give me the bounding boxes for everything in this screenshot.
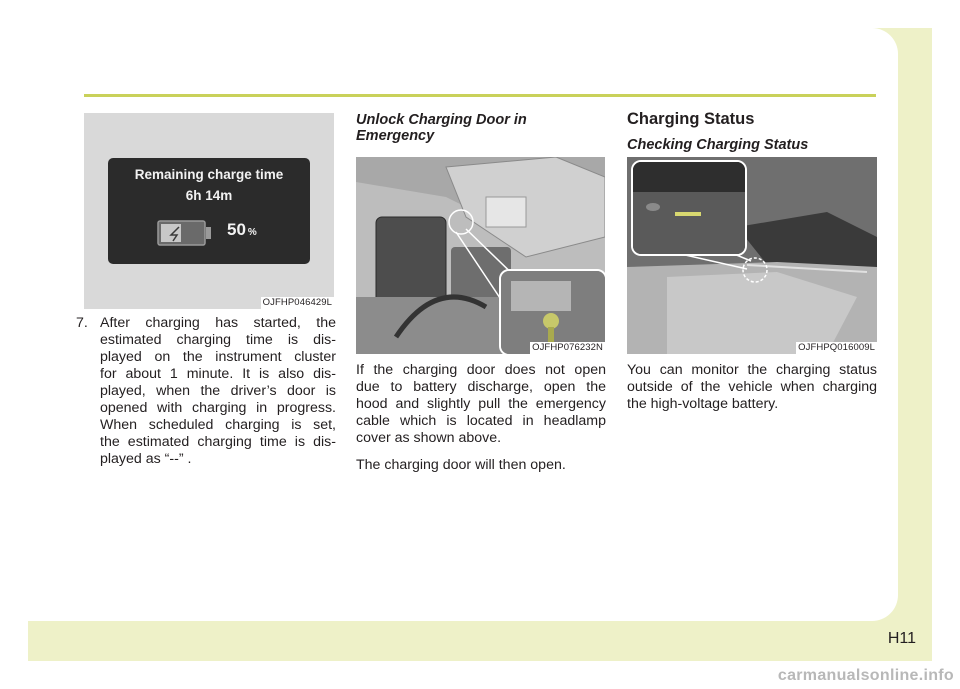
cluster-percent <box>227 220 257 240</box>
unlock-line: cover as shown above. <box>356 430 502 446</box>
engine-figure <box>356 157 605 354</box>
cluster-time: 6h 14m <box>185 188 233 203</box>
unlock-heading-line: Unlock Charging Door in <box>356 112 527 128</box>
battery-icon <box>157 219 213 247</box>
item-7-line: When scheduled charging is set, <box>100 417 336 433</box>
figure-code: OJFHPQ016009L <box>798 342 875 353</box>
page-number: H11 <box>887 630 916 647</box>
item-7-line: for about 1 minute. It is also dis- <box>100 366 336 382</box>
figure-code: OJFHP046429L <box>262 297 332 308</box>
charge-indicator-illustration <box>633 162 745 254</box>
status-subheading: Checking Charging Status <box>627 137 809 153</box>
watermark: carmanualsonline.info <box>777 667 954 684</box>
status-line: the high-voltage battery. <box>627 396 779 412</box>
unlock-line: If the charging door does not open <box>356 362 606 378</box>
cluster-figure <box>84 113 334 309</box>
status-line: You can monitor the charging status <box>627 362 877 378</box>
percent-value: 50 <box>227 220 246 239</box>
unlock-line: cable which is located in headlamp <box>356 413 606 429</box>
item-7-line: opened with charging in progress. <box>100 400 336 416</box>
cluster-title: Remaining charge time <box>134 167 284 182</box>
unlock-heading <box>356 112 606 144</box>
item-7-line: played on the instrument cluster <box>100 349 336 365</box>
percent-unit: % <box>247 227 257 238</box>
item-7-line: played, when the driver’s door is <box>100 383 336 399</box>
unlock-heading-line: Emergency <box>356 128 435 144</box>
header-rule <box>84 94 876 97</box>
unlock-line: due to battery discharge, open the <box>356 379 606 395</box>
unlock-line-2: The charging door will then open. <box>356 457 566 473</box>
status-heading: Charging Status <box>627 110 755 128</box>
car-inset <box>631 160 747 256</box>
item-number: 7. <box>76 315 88 331</box>
status-paragraph <box>627 362 877 413</box>
item-7-line: the estimated charging time is dis- <box>100 434 336 450</box>
item-7-line: After charging has started, the <box>100 315 336 331</box>
item-7-text <box>100 315 336 468</box>
unlock-line: hood and slightly pull the emergency <box>356 396 606 412</box>
car-figure <box>627 157 877 354</box>
figure-code: OJFHP076232N <box>532 342 603 353</box>
item-7-line: estimated charging time is dis- <box>100 332 336 348</box>
item-7-line: played as “--” . <box>100 451 192 467</box>
unlock-paragraph <box>356 362 606 474</box>
status-line: outside of the vehicle when charging <box>627 379 877 395</box>
